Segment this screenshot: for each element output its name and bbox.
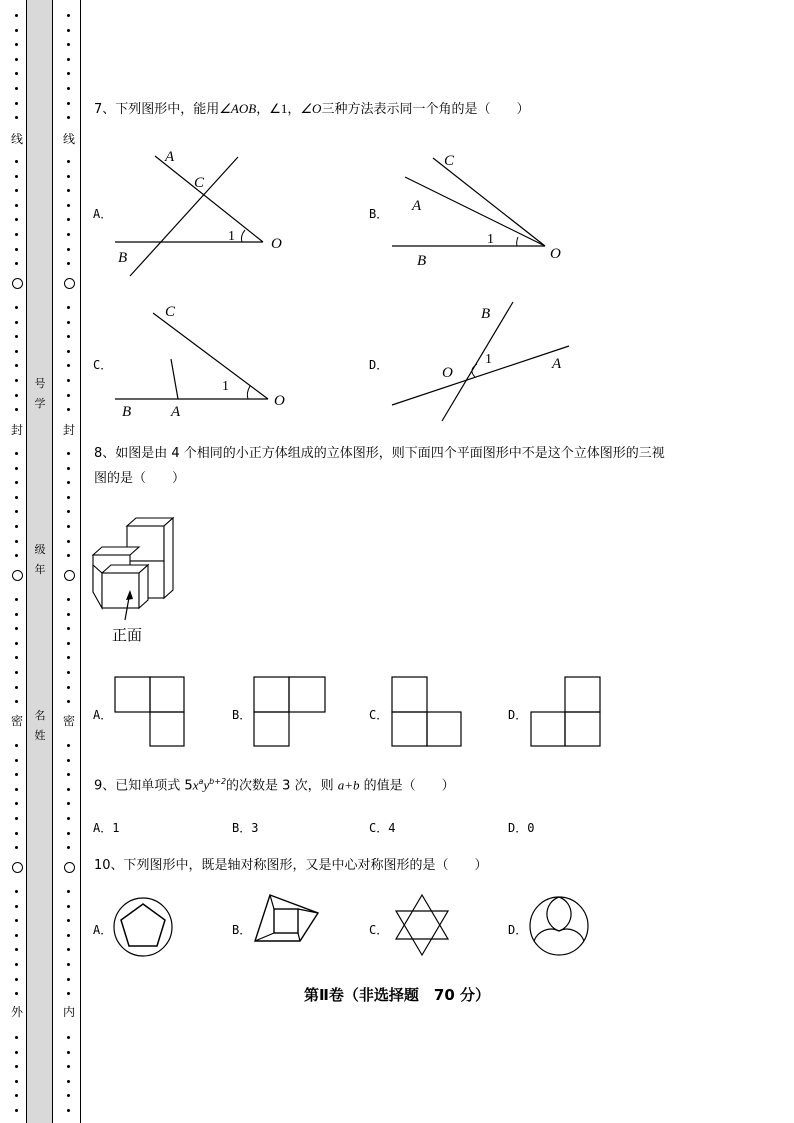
question-9-text: 9、已知单项式 $5x^ay^{b+2}$的次数是 3 次，则 a+b 的值是（ ） <box>94 777 455 794</box>
binding-dot <box>67 744 70 747</box>
binding-dot <box>15 890 18 893</box>
math-angle-aob: ∠AOB <box>219 101 257 116</box>
binding-dot <box>15 642 18 645</box>
binding-dot <box>67 379 70 382</box>
margin-border-line <box>80 0 81 1123</box>
binding-dot <box>67 656 70 659</box>
inner-label-xian: 线 <box>62 132 75 146</box>
binding-dot <box>67 452 70 455</box>
binding-dot <box>15 540 18 543</box>
binding-dot <box>15 248 18 251</box>
binding-hole <box>64 278 75 289</box>
binding-dot <box>67 802 70 805</box>
binding-dot <box>67 116 70 119</box>
label-b: B <box>122 404 132 420</box>
label-c: C <box>194 175 205 191</box>
binding-dot <box>15 919 18 922</box>
q10-option-d-letter[interactable]: D． <box>508 923 528 937</box>
label-1: 1 <box>222 379 229 394</box>
binding-dot <box>67 408 70 411</box>
binding-dot <box>67 642 70 645</box>
binding-dot <box>67 248 70 251</box>
binding-dot <box>67 934 70 937</box>
question-10-text: 10、下列图形中，既是轴对称图形，又是中心对称图形的是（ ） <box>94 858 488 873</box>
binding-dot <box>67 627 70 630</box>
label-b: B <box>417 253 427 269</box>
binding-dot <box>67 1080 70 1083</box>
q10-option-c-letter[interactable]: C． <box>369 923 389 937</box>
binding-dot <box>67 394 70 397</box>
binding-dot <box>67 14 70 17</box>
binding-dot <box>15 1109 18 1112</box>
q10-option-b-square-figure <box>252 893 324 943</box>
label-o: O <box>442 365 453 381</box>
binding-dot <box>15 175 18 178</box>
binding-dot <box>67 686 70 689</box>
binding-dot <box>15 554 18 557</box>
q8-option-d-figure <box>530 676 602 748</box>
binding-hole <box>12 278 23 289</box>
binding-dot <box>67 788 70 791</box>
binding-dot <box>67 306 70 309</box>
label-o: O <box>271 236 282 252</box>
label-o: O <box>550 246 561 262</box>
binding-dot <box>15 408 18 411</box>
q7-option-c-letter[interactable]: C． <box>93 358 113 372</box>
section-title: 第Ⅱ卷（非选择题 70 分） <box>304 986 490 1004</box>
binding-dot <box>15 335 18 338</box>
binding-dot <box>15 1065 18 1068</box>
binding-dot <box>15 306 18 309</box>
binding-dot <box>15 262 18 265</box>
binding-dot <box>15 963 18 966</box>
binding-dot <box>67 175 70 178</box>
binding-dot <box>67 890 70 893</box>
binding-dot <box>15 1036 18 1039</box>
label-a: A <box>165 149 175 165</box>
q8-option-d-letter[interactable]: D． <box>508 708 528 722</box>
binding-dot <box>15 686 18 689</box>
question-8-line1: 8、如图是由 4 个相同的小正方体组成的立体图形，则下面四个平面图形中不是这个立体图形的三视 <box>94 446 665 461</box>
binding-dot <box>15 598 18 601</box>
binding-dot <box>67 481 70 484</box>
binding-dot <box>15 934 18 937</box>
binding-dot <box>15 700 18 703</box>
q7-option-d-letter[interactable]: D． <box>369 358 389 372</box>
binding-dot <box>67 58 70 61</box>
outer-dotted-line <box>12 0 22 1123</box>
binding-dot <box>15 671 18 674</box>
binding-dot <box>15 846 18 849</box>
field-xuehao-2: 学 <box>34 398 46 410</box>
q7-option-d-figure <box>385 295 585 425</box>
question-8-line2: 图的是（ ） <box>94 471 186 486</box>
binding-dot <box>67 613 70 616</box>
binding-dot <box>15 204 18 207</box>
binding-dot <box>67 963 70 966</box>
binding-dot <box>67 525 70 528</box>
binding-dot <box>15 627 18 630</box>
binding-dot <box>67 204 70 207</box>
q8-option-a-figure <box>114 676 186 748</box>
outer-label-feng: 封 <box>10 423 23 437</box>
binding-dot <box>15 1094 18 1097</box>
q9-option-b[interactable]: B．3 <box>232 821 259 835</box>
field-nianji-1: 级 <box>34 544 46 556</box>
q9-option-d[interactable]: D．0 <box>508 821 535 835</box>
binding-dot <box>15 802 18 805</box>
binding-dot <box>67 496 70 499</box>
binding-dot <box>15 467 18 470</box>
binding-dot <box>15 905 18 908</box>
q8-cube-figure <box>90 512 190 652</box>
binding-dot <box>15 43 18 46</box>
binding-dot <box>67 43 70 46</box>
binding-dot <box>67 773 70 776</box>
inner-label-nei: 内 <box>62 1005 75 1019</box>
binding-dot <box>67 540 70 543</box>
field-xuehao-1: 号 <box>34 378 46 390</box>
binding-dot <box>67 817 70 820</box>
binding-dot <box>67 978 70 981</box>
gutter-strip <box>26 0 53 1123</box>
binding-dot <box>15 788 18 791</box>
binding-dot <box>15 759 18 762</box>
binding-dot <box>67 189 70 192</box>
binding-hole <box>12 570 23 581</box>
binding-dot <box>15 87 18 90</box>
binding-dot <box>67 1109 70 1112</box>
math-angle-o: ∠O <box>300 101 322 116</box>
binding-dot <box>67 554 70 557</box>
q7-option-a-figure <box>110 140 300 280</box>
binding-dot <box>67 321 70 324</box>
label-a: A <box>412 198 422 214</box>
binding-dot <box>15 364 18 367</box>
binding-hole <box>64 862 75 873</box>
field-xingming-1: 名 <box>34 710 46 722</box>
binding-dot <box>15 116 18 119</box>
q10-option-a-pentagon-in-circle <box>112 896 174 958</box>
binding-dot <box>15 481 18 484</box>
binding-dot <box>67 102 70 105</box>
binding-dot <box>67 1036 70 1039</box>
binding-dot <box>67 759 70 762</box>
binding-dot <box>15 58 18 61</box>
binding-dot <box>15 321 18 324</box>
binding-dot <box>67 233 70 236</box>
binding-dot <box>67 1065 70 1068</box>
binding-dot <box>15 452 18 455</box>
binding-dot <box>15 744 18 747</box>
binding-dot <box>67 919 70 922</box>
label-b: B <box>481 306 491 322</box>
q8-option-a-letter[interactable]: A． <box>93 708 113 722</box>
binding-dot <box>67 87 70 90</box>
binding-dot <box>15 978 18 981</box>
field-xingming-2: 姓 <box>34 730 46 742</box>
binding-dot <box>15 1080 18 1083</box>
q7-option-c-figure <box>110 295 300 425</box>
front-label: 正面 <box>112 628 143 644</box>
label-a: A <box>552 356 562 372</box>
label-a: A <box>171 404 181 420</box>
binding-dot <box>15 496 18 499</box>
binding-dot <box>67 350 70 353</box>
binding-dot <box>15 656 18 659</box>
binding-dot <box>15 832 18 835</box>
binding-dot <box>15 1051 18 1054</box>
q8-option-b-figure <box>253 676 327 748</box>
label-b: B <box>118 250 128 266</box>
binding-dot <box>67 598 70 601</box>
q9-option-a[interactable]: A．1 <box>93 821 120 835</box>
binding-dot <box>15 102 18 105</box>
binding-dot <box>67 671 70 674</box>
binding-dot <box>15 160 18 163</box>
binding-dot <box>15 29 18 32</box>
inner-label-feng: 封 <box>62 423 75 437</box>
binding-dot <box>15 218 18 221</box>
binding-dot <box>67 72 70 75</box>
q7-option-a-letter[interactable]: A． <box>93 207 113 221</box>
outer-label-wai: 外 <box>10 1005 23 1019</box>
binding-dot <box>15 233 18 236</box>
field-nianji-2: 年 <box>34 564 46 576</box>
q10-option-c-hexagram <box>390 893 454 957</box>
binding-dot <box>67 832 70 835</box>
binding-dot <box>15 525 18 528</box>
binding-dot <box>67 948 70 951</box>
binding-dot <box>67 510 70 513</box>
binding-dot <box>67 467 70 470</box>
q7-option-b-figure <box>385 140 585 270</box>
label-c: C <box>444 153 455 169</box>
question-7-text: 7、下列图形中，能用∠AOB，∠1，∠O三种方法表示同一个角的是（ ） <box>94 101 530 117</box>
label-1: 1 <box>228 229 235 244</box>
q8-option-c-letter[interactable]: C． <box>369 708 389 722</box>
binding-dot <box>15 189 18 192</box>
q7-option-b-letter[interactable]: B． <box>369 207 389 221</box>
q10-option-d-three-arcs-circle <box>528 895 590 957</box>
binding-dot <box>15 350 18 353</box>
binding-dot <box>15 510 18 513</box>
binding-dot <box>15 773 18 776</box>
binding-dot <box>15 394 18 397</box>
binding-dot <box>67 335 70 338</box>
binding-hole <box>12 862 23 873</box>
label-o: O <box>274 393 285 409</box>
q10-option-b-letter[interactable]: B． <box>232 923 252 937</box>
math-angle-1: ∠1 <box>269 101 288 116</box>
outer-label-mi: 密 <box>10 714 23 728</box>
binding-dot <box>67 1094 70 1097</box>
binding-dot <box>15 948 18 951</box>
binding-dot <box>67 846 70 849</box>
binding-dot <box>67 700 70 703</box>
binding-dot <box>15 613 18 616</box>
binding-dot <box>15 72 18 75</box>
q8-option-b-letter[interactable]: B． <box>232 708 252 722</box>
q10-option-a-letter[interactable]: A． <box>93 923 113 937</box>
q8-option-c-figure <box>391 676 463 748</box>
binding-dot <box>67 218 70 221</box>
binding-dot <box>67 262 70 265</box>
binding-dot <box>67 160 70 163</box>
label-1: 1 <box>485 352 492 367</box>
binding-dot <box>67 1051 70 1054</box>
binding-dot <box>15 379 18 382</box>
label-1: 1 <box>487 232 494 247</box>
binding-dot <box>15 14 18 17</box>
binding-dot <box>67 364 70 367</box>
inner-label-mi: 密 <box>62 714 75 728</box>
binding-dot <box>67 905 70 908</box>
binding-dot <box>15 817 18 820</box>
outer-label-xian: 线 <box>10 132 23 146</box>
inner-dotted-line <box>64 0 74 1123</box>
binding-dot <box>67 29 70 32</box>
q9-option-c[interactable]: C．4 <box>369 821 396 835</box>
label-c: C <box>165 304 176 320</box>
binding-hole <box>64 570 75 581</box>
